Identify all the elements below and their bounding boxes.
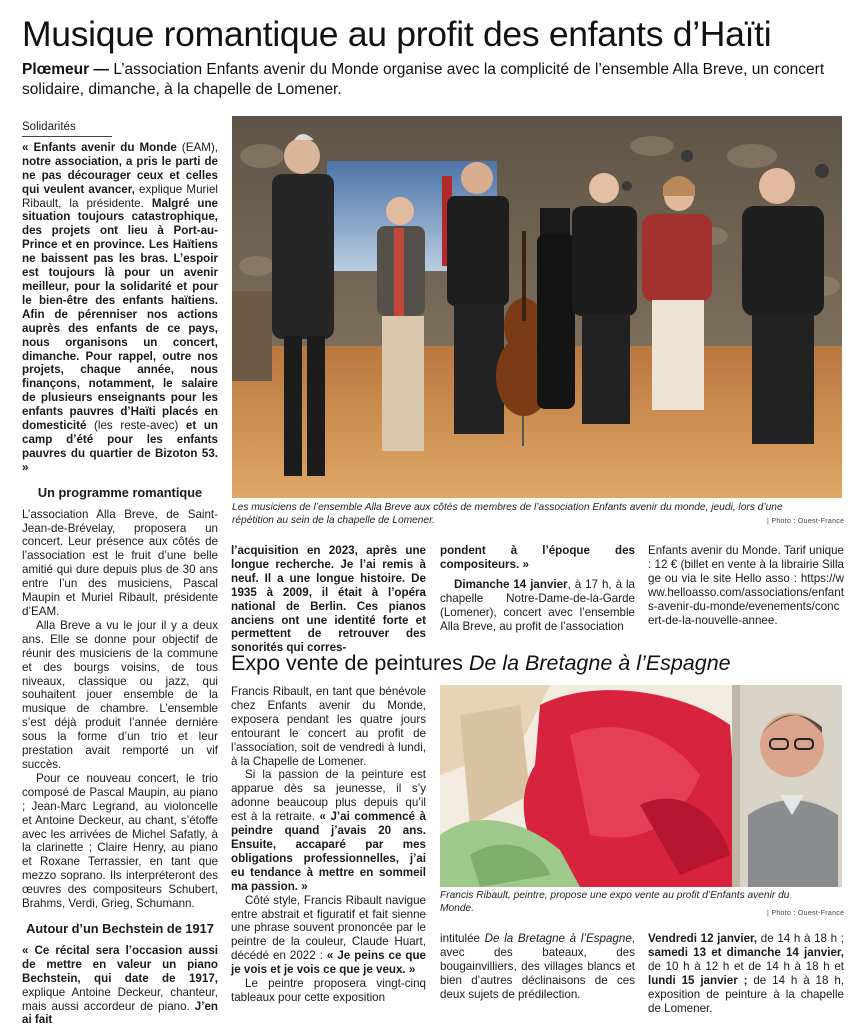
lead-text: L’association Enfants avenir du Monde organise avec la complicité de l’ensemble Alla Breve, un concert solidaire, dimanche, à la chapelle de Lomener. — [22, 61, 825, 98]
expo-paragraph-2 — [231, 768, 426, 893]
quote-abbr: (EAM), — [176, 140, 218, 154]
concert-details — [440, 578, 635, 634]
dateline-city: Plœmeur — [22, 61, 90, 78]
quote-parenthetical: (les reste-avec) — [86, 419, 179, 433]
subhead-bechstein: Autour d’un Bechstein de 1917 — [26, 920, 214, 936]
painter-photo — [440, 685, 842, 887]
concert-column-2 — [231, 544, 426, 655]
expo-schedule — [648, 932, 844, 1015]
bechstein-quote: « Ce récital sera l’occasion aussi de mettre en valeur un piano Bechstein, qui date de 1917, — [22, 943, 218, 985]
left-column — [22, 121, 218, 1024]
painter-photo-caption: Francis Ribault, peintre, propose une expo vente au profit d’Enfants avenir du Monde. — [440, 890, 790, 914]
expo-col2-a: intitulée — [440, 932, 485, 945]
painter-photo-credit: | Photo : Ouest-France — [767, 910, 845, 917]
expo-headline — [231, 650, 843, 676]
expo-headline-plain: Expo vente de peintures — [231, 651, 469, 675]
expo-title-paragraph — [440, 932, 635, 1002]
expo-date-3: lundi 15 janvier ; — [648, 973, 748, 987]
intro-quote — [22, 141, 218, 475]
expo-column-2 — [440, 932, 635, 1002]
expo-date-1: Vendredi 12 janvier, — [648, 932, 758, 945]
article-lead — [22, 60, 842, 100]
paragraph-musicians: Pour ce nouveau concert, le trio composé de Pascal Maupin, au piano ; Jean-Marc Legrand, au violoncelle et Antoine Deckeur, au chant, s’étoffe avec les arrivées de Michel Safatly, à la clarinette ; Claire Henry, au piano et Roxane Terrassier, en tant que mezzo soprano. Ils interpréteront des œuvres des compositeurs Schubert, Brahms, Verdi, Grieg, Schumann. — [22, 771, 218, 911]
article-headline: Musique romantique au profit des enfants d’Haïti — [22, 14, 772, 54]
bechstein-history: l’acquisition en 2023, après une longue recherche. Je l’ai remis à neuf. Il a une longue histoire. De 1935 à 2009, il était à l’opéra national de Berlin. Ces pianos anciens ont une identité forte et permettent de retrouver des sonorités qui corres- — [231, 544, 426, 655]
subhead-programme: Un programme romantique — [37, 484, 203, 500]
group-photo — [232, 116, 842, 498]
concert-column-3 — [440, 544, 635, 633]
expo-time-2: de 10 h à 12 h et de 14 h à 18 h et — [648, 959, 844, 973]
expo-column-1 — [231, 685, 426, 1005]
paragraph-alla-breve: L’association Alla Breve, de Saint-Jean-de-Brévelay, proposera un concert. Leur présence aux côtés de l’association est le fruit d’une belle amitié qui dure depuis plus de 30 ans entre l’un des musiciens, Pascal Maupin et Muriel Ribault, présidente d’EAM. — [22, 507, 218, 618]
expo-p2-text: Si la passion de la peinture est apparue dès sa jeunesse, il s’y adonne beaucoup plus depuis qu’il est à la retraite. — [231, 768, 426, 824]
concert-column-4 — [648, 544, 844, 627]
painter-photo-illustration — [440, 685, 842, 887]
expo-p3-text: Côté style, Francis Ribault navigue entre abstrait et figuratif et fait sienne une phrase souvent prononcée par le peintre de la couleur, Claude Huart, décédé en 2022 : — [231, 893, 426, 963]
dateline-dash: — — [89, 61, 114, 78]
expo-headline-title: De la Bretagne à l’Espagne — [468, 651, 731, 675]
expo-column-3 — [648, 932, 844, 1015]
quote-attribution: explique Muriel Ribault, la présidente. — [22, 182, 218, 210]
bechstein-quote-end: pondent à l’époque des compositeurs. » — [440, 544, 635, 571]
expo-paragraph-1: Francis Ribault, en tant que bénévole chez Enfants avenir du Monde, exposera pendant les quatre jours entourant le concert au profit de l’association, soit de vendredi à lundi, à la Chapelle de Lomener. — [231, 685, 426, 768]
ticket-info: Enfants avenir du Monde. Tarif unique : 12 € (billet en vente à la librairie Sillage ou via le site Hello asso : https://www.helloasso.com/associations/enfants-avenir-du-monde/evenements/concert-de-la-nouvelle-annee. — [648, 544, 844, 627]
quote-open: « Enfants avenir du Monde — [22, 140, 177, 154]
expo-time-1: de 14 h à 18 h ; — [757, 932, 844, 945]
expo-time-3: de 14 h à 18 h, exposition de peinture à la chapelle de Lomener. — [648, 973, 844, 1015]
concert-date: Dimanche 14 janvier — [454, 577, 568, 591]
bechstein-quote-cont: J’en ai fait — [22, 999, 219, 1024]
quote-part-a: notre association, a pris le parti de ne pas décourager ceux et celles qui veulent avancer, — [22, 154, 218, 196]
expo-p3-quote: « Je peins ce que je vois et je vois ce que je veux. » — [231, 949, 426, 977]
group-photo-caption: Les musiciens de l’ensemble Alla Breve aux côtés de membres de l’association Enfants avenir du monde, jeudi, lors d’une répétition au sein de la chapelle de Lomener. — [232, 502, 783, 526]
group-photo-illustration — [232, 116, 842, 498]
expo-paragraph-4: Le peintre proposera vingt-cinq tableaux pour cette exposition — [231, 977, 426, 1004]
expo-col2-title: De la Bretagne à l’Espagne — [484, 932, 632, 945]
expo-p2-quote: « J’ai commencé à peindre quand j’avais 20 ans. Ensuite, accaparé par mes obligations professionnelles, j’ai eu tendance à mettre en sommeil ma passion. » — [231, 810, 426, 893]
paragraph-bechstein — [22, 944, 218, 1024]
bechstein-attribution: explique Antoine Deckeur, chanteur, mais aussi accordeur de piano. — [22, 985, 218, 1013]
group-photo-credit: | Photo : Ouest-France — [767, 518, 845, 525]
concert-details-text: , à 17 h, à la chapelle Notre-Dame-de-la-Garde (Lomener), concert avec l’ensemble Alla Breve, au profit de l’association — [440, 577, 635, 633]
quote-part-c: et un camp d’été pour les enfants pauvres du quartier de Bizoton 53. » — [22, 419, 218, 474]
section-kicker: Solidarités — [22, 121, 112, 137]
expo-paragraph-3 — [231, 894, 426, 977]
expo-date-2: samedi 13 et dimanche 14 janvier, — [648, 945, 844, 959]
expo-col2-b: , avec des bateaux, des bougainvilliers, des villages blancs et bien d’autres déclinaisons de ces deux sujets de prédilection. — [440, 932, 635, 1001]
paragraph-history: Alla Breve a vu le jour il y a deux ans. Elle se donne pour objectif de réunir des musiciens de la commune et des bourgs voisins, de tous niveaux, classique ou jazz, qui souhaitent jouer ensemble de la musique de chambre. L’ensemble s’est déjà produit l’année dernière sous la forme d’un trio et leur prestation avait remporté un vif succès. — [22, 618, 218, 771]
quote-part-b: Malgré une situation toujours catastrophique, des projets ont lieu à Port-au-Prince et en province. Les Haïtiens ne baissent pas les bras. L’espoir est toujours là pour un avenir meilleur, pour la solidarité et pour le bien-être des enfants haïtiens. Afin de pérenniser nos actions auprès des enfants de ce pays, nous organisons un concert, dimanche. Pour rappel, outre nos projets, chaque année, nous finançons, notamment, le salaire de plusieurs enseignants pour les enfants pauvres d’Haïti placés en domesticité — [22, 196, 218, 433]
